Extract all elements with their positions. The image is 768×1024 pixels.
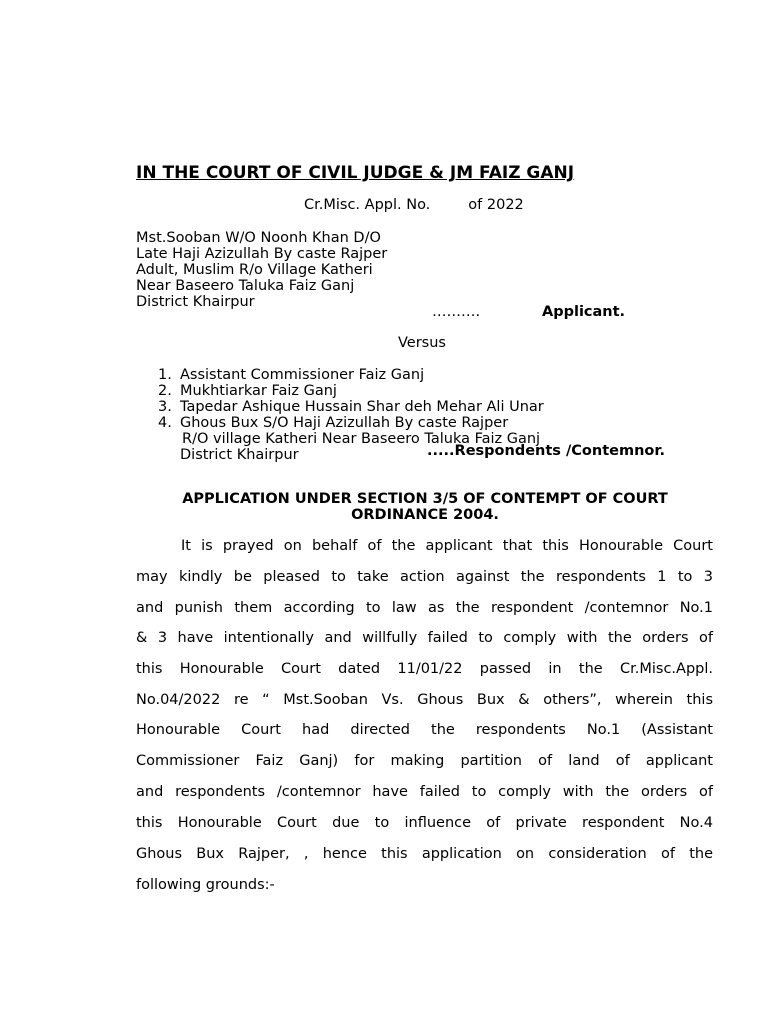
body-line: may kindly be pleased to take action against the respondents 1 to 3 [136,569,713,585]
respondent-text: Tapedar Ashique Hussain Shar deh Mehar Ali Unar [180,399,544,415]
applicant-label: Applicant. [542,304,626,320]
applicant-dots: ………. [432,304,481,320]
body-line: & 3 have intentionally and willfully failed to comply with the orders of [136,630,713,646]
body-line: this Honourable Court dated 11/01/22 passed in the Cr.Misc.Appl. [136,661,713,677]
address-line: Late Haji Azizullah By caste Rajper [136,246,388,262]
body-line: Commissioner Faiz Ganj) for making partition of land of applicant [136,753,713,769]
respondent-number: 1. [158,367,172,383]
body-line: following grounds:- [136,877,275,893]
application-heading: APPLICATION UNDER SECTION 3/5 OF CONTEMPT OF COURT ORDINANCE 2004. [182,491,668,523]
respondent-continuation: R/O village Katheri Near Baseero Taluka Faiz Ganj [182,431,541,447]
address-line: Adult, Muslim R/o Village Katheri [136,262,373,278]
case-number-prefix: Cr.Misc. Appl. No. [304,197,431,213]
respondent-item [158,415,544,431]
court-title: IN THE COURT OF CIVIL JUDGE & JM FAIZ GANJ [136,163,575,183]
body-line: Honourable Court had directed the respondents No.1 (Assistant [136,722,713,738]
body-line: Ghous Bux Rajper, , hence this application on consideration of the [136,846,713,862]
address-line: Mst.Sooban W/O Noonh Khan D/O [136,230,381,246]
applicant-address [136,230,387,310]
respondent-number: 3. [158,399,172,415]
respondent-item [158,383,544,399]
versus-label: Versus [398,335,446,351]
body-line: and respondents /contemnor have failed to comply with the orders of [136,784,713,800]
case-number [304,197,524,214]
respondent-number: 4. [158,415,172,431]
body-line: It is prayed on behalf of the applicant that this Honourable Court [181,538,713,554]
respondent-text: Ghous Bux S/O Haji Azizullah By caste Rajper [180,415,509,431]
address-line: Near Baseero Taluka Faiz Ganj [136,278,355,294]
respondent-item [158,367,544,383]
body-line: and punish them according to law as the respondent /contemnor No.1 [136,600,713,616]
respondent-continuation: District Khairpur [180,447,299,463]
respondent-item [158,399,544,415]
body-line: this Honourable Court due to influence of private respondent No.4 [136,815,713,831]
body-line: No.04/2022 re “ Mst.Sooban Vs. Ghous Bux & others”, wherein this [136,692,713,708]
respondent-text: Mukhtiarkar Faiz Ganj [180,383,337,399]
respondents-label: .....Respondents /Contemnor. [427,443,665,459]
respondent-text: Assistant Commissioner Faiz Ganj [180,367,425,383]
address-line: District Khairpur [136,294,255,310]
respondent-number: 2. [158,383,172,399]
case-number-suffix: of 2022 [468,197,524,213]
